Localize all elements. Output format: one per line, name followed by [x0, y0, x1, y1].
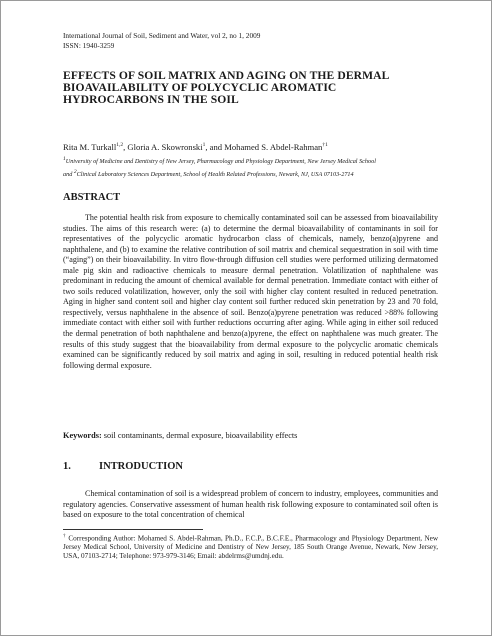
section-number: 1.	[63, 461, 71, 472]
footnote-marker: †	[63, 534, 67, 539]
title-line-2: BIOAVAILABILITY OF POLYCYCLIC AROMATIC	[63, 80, 337, 94]
paper-title	[63, 70, 443, 105]
author-3-affiliation: †1	[322, 142, 328, 149]
author-separator: , and	[205, 142, 225, 152]
journal-issn: ISSN: 1940-3259	[63, 41, 115, 50]
affiliation-1-marker: 1	[63, 156, 66, 162]
affiliation-1-text: University of Medicine and Dentistry of New Jersey, Pharmacology and Physiology Department, New Jersey Medical School	[65, 158, 376, 166]
title-line-3: HYDROCARBONS IN THE SOIL	[63, 92, 239, 106]
journal-header	[63, 31, 260, 51]
keywords	[63, 431, 297, 440]
abstract-text: The potential health risk from exposure to chemically contaminated soil can be assessed from bioavailability studies. The aims of this research were: (a) to determine the dermal bioavailability of contaminants in soil for representatives of the polycyclic aromatic hydrocarbon class of chemicals, namely, benzo(a)pyrene and naphthalene, and (b) to examine the relative contribution of soil matrix and chemical sequestration in soil with time (“aging”) on their bioavailability. In vitro flow-through diffusion cell studies were performed utilizing dermatomed male pig skin and radioactive chemicals to measure dermal penetration. Volatilization of naphthalene was predominant in reducing the amount of chemical available for dermal penetration. Immediate contact with either of two soils reduced volatilization, however, only the soil with higher clay content resulted in reduced penetration. Aging in higher sand content soil and higher clay content soil further reduced skin penetration by 23 and 70 fold, respectively, versus naphthalene in the absence of soil. Benzo(a)pyrene penetration was reduced >88% following immediate contact with either soil with further reductions occurring after aging. While aging in either soil reduced the dermal penetration of both naphthalene and benzo(a)pyrene, the effect on naphthalene was much greater. The results of this study suggest that the bioavailability from dermal exposure to the polycyclic aromatic chemicals examined can be significantly reduced by soil matrix and aging in soil, resulting in reduced potential health risk following dermal exposure.	[63, 213, 438, 370]
author-2: Gloria A. Skowronski	[127, 142, 203, 152]
footnote-text: Corresponding Author: Mohamed S. Abdel-Rahman, Ph.D., F.C.P., B.C.F.E., Pharmacology and Physiology Department, New Jersey Medical School, University of Medicine and Dentistry of New Jersey, 185 South Orange Avenue, Newark, New Jersey, USA, 07103-2714; Telephone: 973-979-3146; Email: abdelrms@umdnj.edu.	[63, 534, 439, 560]
keywords-text: soil contaminants, dermal exposure, bioavailability effects	[103, 431, 298, 440]
author-1-affiliation: 1,2	[116, 142, 124, 149]
author-list	[63, 142, 328, 152]
introduction-heading	[63, 461, 183, 472]
author-2-affiliation: 1	[202, 142, 206, 149]
footnote-divider	[63, 529, 203, 530]
author-separator: ,	[123, 142, 128, 152]
affiliations	[63, 154, 443, 180]
section-title: INTRODUCTION	[99, 461, 184, 472]
affiliation-2	[63, 167, 443, 180]
affiliation-2-prefix: and	[63, 171, 74, 179]
affiliation-2-text: Clinical Laboratory Sciences Department, School of Health Related Professions, Newark, NJ, USA 07103-2714	[76, 171, 354, 179]
introduction-text: Chemical contamination of soil is a widespread problem of concern to industry, employees, communities and regulatory agencies. Conservative assessment of human health risk following exposure to contaminated soil often is based on exposure to the total concentration of chemical	[63, 489, 438, 520]
author-3: Mohamed S. Abdel-Rahman	[224, 142, 323, 152]
author-1: Rita M. Turkall	[63, 142, 117, 152]
abstract-heading: ABSTRACT	[63, 192, 121, 203]
affiliation-2-marker: 2	[73, 169, 77, 176]
affiliation-1	[63, 154, 443, 167]
journal-citation: International Journal of Soil, Sediment and Water, vol 2, no 1, 2009	[63, 31, 261, 40]
keywords-label: Keywords:	[63, 431, 102, 440]
footnote	[63, 533, 438, 561]
title-line-1: EFFECTS OF SOIL MATRIX AND AGING ON THE DERMAL	[63, 69, 390, 82]
